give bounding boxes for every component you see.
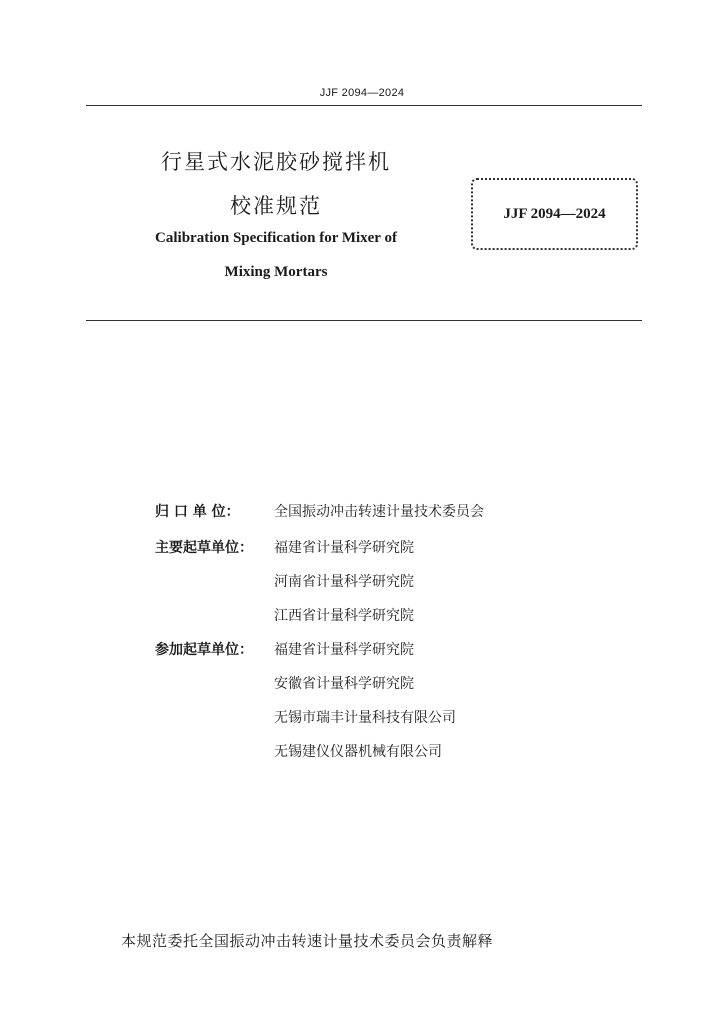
- main-drafting-unit: 江西省计量科学研究院: [274, 608, 414, 624]
- main-drafting-unit: 福建省计量科学研究院: [274, 540, 414, 556]
- bottom-divider: [86, 320, 642, 321]
- main-drafting-label: 主要起草单位：: [155, 540, 253, 556]
- participating-drafting-label: 参加起草单位：: [155, 642, 253, 658]
- responsible-unit: 全国振动冲击转速计量技术委员会: [274, 504, 484, 520]
- participating-drafting-unit: 无锡市瑞丰计量科技有限公司: [274, 710, 456, 726]
- header-code: JJF 2094—2024: [319, 87, 405, 99]
- top-divider: [86, 105, 642, 106]
- participating-drafting-unit: 福建省计量科学研究院: [274, 642, 414, 658]
- title-english-line1: Calibration Specification for Mixer of: [155, 230, 397, 246]
- main-drafting-unit: 河南省计量科学研究院: [274, 574, 414, 590]
- standard-code: JJF 2094—2024: [503, 205, 606, 222]
- title-chinese-line1: 行星式水泥胶砂搅拌机: [161, 150, 391, 174]
- title-english-line2: Mixing Mortars: [224, 264, 328, 280]
- standard-code-box: [471, 178, 638, 250]
- participating-drafting-unit: 安徽省计量科学研究院: [274, 676, 414, 692]
- participating-drafting-unit: 无锡建仪仪器机械有限公司: [274, 744, 442, 760]
- responsible-unit-label: 归 口 单 位：: [155, 504, 240, 520]
- interpretation-note: 本规范委托全国振动冲击转速计量技术委员会负责解释: [121, 932, 494, 950]
- title-chinese-line2: 校准规范: [230, 194, 322, 218]
